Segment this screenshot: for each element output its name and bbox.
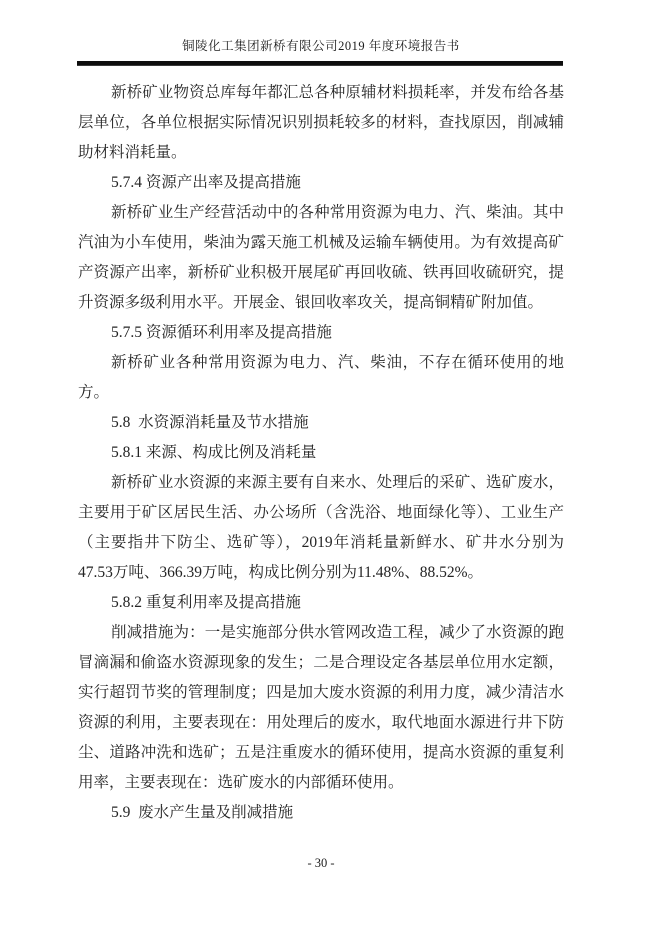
paragraph-water-reuse: 削减措施为：一是实施部分供水管网改造工程，减少了水资源的跑冒滴漏和偷盗水资源现象的发生；二是合理设定各基层单位用水定额，实行超罚节奖的管理制度；四是加大废水资源的利用力度，减少清洁水资源的利用，主要表现在：用处理后的废水，取代地面水源进行井下防尘、道路冲洗和选矿；五是注重废水的循环使用，提高水资源的重复利用率，主要表现在：选矿废水的内部循环使用。 — [78, 624, 564, 791]
document-body — [78, 78, 564, 828]
page-number: - 30 - — [307, 856, 335, 870]
heading-5-8: 5.8 水资源消耗量及节水措施 — [111, 414, 309, 431]
paragraph-water-source: 新桥矿业水资源的来源主要有自来水、处理后的采矿、选矿废水，主要用于矿区居民生活、办公场所（含洗浴、地面绿化等）、工业生产（主要指井下防尘、选矿等），2019年消耗量新鲜水、矿井水分别为47.53万吨、366.39万吨，构成比例分别为11.48%、88.52%。 — [78, 474, 564, 581]
heading-5-8-1: 5.8.1 来源、构成比例及消耗量 — [111, 444, 317, 461]
paragraph-resource-output: 新桥矿业生产经营活动中的各种常用资源为电力、汽、柴油。其中汽油为小车使用，柴油为露天施工机械及运输车辆使用。为有效提高矿产资源产出率，新桥矿业积极开展尾矿再回收硫、铁再回收硫研究，提升资源多级利用水平。开展金、银回收率攻关，提高铜精矿附加值。 — [78, 204, 564, 311]
heading-5-7-4: 5.7.4 资源产出率及提高措施 — [111, 174, 301, 191]
heading-5-7-5: 5.7.5 资源循环利用率及提高措施 — [111, 324, 332, 341]
header-divider-rule — [77, 61, 563, 66]
heading-5-9: 5.9 废水产生量及削减措施 — [111, 804, 294, 821]
paragraph-material-loss: 新桥矿业物资总库每年都汇总各种原辅材料损耗率，并发布给各基层单位，各单位根据实际情况识别损耗较多的材料，查找原因，削减辅助材料消耗量。 — [78, 84, 564, 161]
paragraph-resource-recycle: 新桥矿业各种常用资源为电力、汽、柴油，不存在循环使用的地方。 — [78, 354, 564, 401]
heading-5-8-2: 5.8.2 重复利用率及提高措施 — [111, 594, 301, 611]
page-header-title: 铜陵化工集团新桥有限公司2019 年度环境报告书 — [182, 39, 460, 53]
